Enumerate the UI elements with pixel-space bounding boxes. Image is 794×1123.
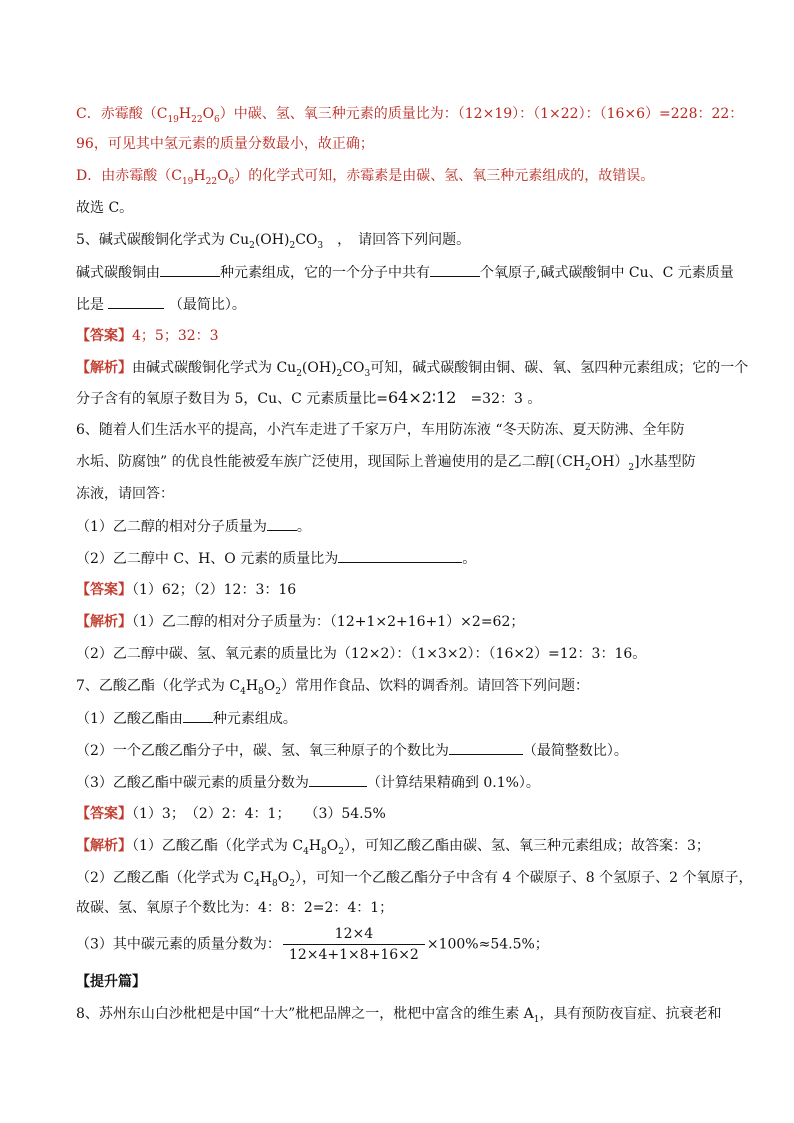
answer-blank — [160, 262, 220, 277]
q8-stem: 8、苏州东山白沙枇杷是中国“十大”枇杷品牌之一，枇杷中富含的维生素 $A_1$，具有预防夜盲症、抗衰老和 — [76, 1006, 722, 1025]
answer-blank — [338, 548, 462, 563]
q5-question-line-2: 比是 （最简比）。 — [76, 294, 724, 315]
q4-option-d: D．由赤霉酸$(C_{19}H_{22}O_6)$的化学式可知，赤霉素是由碳、氢、氧三种元素组成的，故错误。 — [76, 168, 655, 187]
q7-explanation-2: （2）乙酸乙酯（化学式为 $C_4H_8O_2$），可知一个乙酸乙酯分子中含有 4 个碳原子、8 个氢原子、2 个氧原子， — [76, 870, 753, 889]
q6-explanation-2: （2）乙二醇中碳、氢、氧元素的质量比为（12×2）：（1×3×2）：（16×2）=12：3：16。 — [76, 646, 647, 662]
q7-explanation-1: 【解析】（1）乙酸乙酯（化学式为 $C_4H_8O_2$），可知乙酸乙酯由碳、氢、氧三种元素组成；故答案：3； — [76, 838, 710, 857]
q7-explanation-2-cont: 故碳、氢、氧原子个数比为：4：8：2=2：4：1； — [76, 900, 394, 916]
section-heading: 【提升篇】 — [76, 974, 146, 990]
q4-option-c: C．赤霉酸$(C_{19}H_{22}O_6)$中碳、氢、氧三种元素的质量比为：（12×19）：（1×22）：（16×6）=228：22： — [76, 106, 744, 125]
q4-choice: 故选 C。 — [76, 200, 134, 216]
q6-stem-3: 冻液，请回答： — [76, 486, 174, 502]
q7-part-2: （2）一个乙酸乙酯分子中，碳、氢、氧三种原子的个数比为 （最简整数比）。 — [76, 740, 724, 761]
answer-blank — [309, 772, 367, 787]
q5-explanation-2: 分子含有的氧原子数目为 5，Cu、C 元素质量比=64×2∶12 =32：3 。 — [76, 388, 542, 407]
q5-explanation: 【解析】由碱式碳酸铜化学式为 $Cu_2(OH)_2CO_3$可知，碱式碳酸铜由铜、碳、氧、氢四种元素组成；它的一个 — [76, 360, 749, 379]
q4-option-c-cont: 96，可见其中氢元素的质量分数最小，故正确； — [76, 136, 374, 152]
q6-answer: 【答案】（1）62；（2）12：3：16 — [76, 582, 297, 598]
fraction: $\frac{12\times 4}{12\times 4+1\times 8+16\times 2}$ — [283, 924, 425, 965]
answer-blank — [183, 708, 213, 723]
q7-part-3: （3）乙酸乙酯中碳元素的质量分数为 （计算结果精确到 0.1%）。 — [76, 772, 724, 793]
q6-stem-2: 水垢、防腐蚀” 的优良性能被爱车族广泛使用，现国际上普遍使用的是乙二醇$[(CH_2OH)_2]$水基型防 — [76, 454, 696, 473]
q7-part-1: （1）乙酸乙酯由 种元素组成。 — [76, 708, 724, 729]
q7-explanation-3: （3）其中碳元素的质量分数为： $\frac{12\times 4}{12\times 4+1\times 8+16\times 2}$ ×100%≈54.5%； — [76, 926, 549, 963]
q5-stem: 5、碱式碳酸铜化学式为 $Cu_2(OH)_2CO_3$ ， 请回答下列问题。 — [76, 232, 471, 251]
q6-part-1: （1）乙二醇的相对分子质量为 。 — [76, 516, 724, 537]
answer-blank — [108, 294, 164, 309]
q6-explanation-1: 【解析】（1）乙二醇的相对分子质量为：（12+1×2+16+1）×2=62； — [76, 614, 525, 630]
q5-question-line: 碱式碳酸铜由 种元素组成，它的一个分子中共有 个氧原子,碱式碳酸铜中 Cu、C 元素质量 — [76, 262, 724, 283]
q6-stem: 6、随着人们生活水平的提高，小汽车走进了千家万户，车用防冻液 “冬天防冻、夏天防沸、全年防 — [76, 422, 685, 438]
q7-answer: 【答案】（1）3； （2）2：4：1； （3）54.5% — [76, 806, 386, 822]
q6-part-2: （2）乙二醇中 C、H、O 元素的质量比为 。 — [76, 548, 724, 569]
answer-blank — [430, 262, 480, 277]
answer-blank — [267, 516, 297, 531]
q7-stem: 7、乙酸乙酯（化学式为 $C_4H_8O_2$）常用作食品、饮料的调香剂。请回答下列问题： — [76, 678, 589, 697]
q5-answer: 【答案】4；5；32：3 — [76, 328, 219, 344]
answer-blank — [449, 740, 523, 755]
